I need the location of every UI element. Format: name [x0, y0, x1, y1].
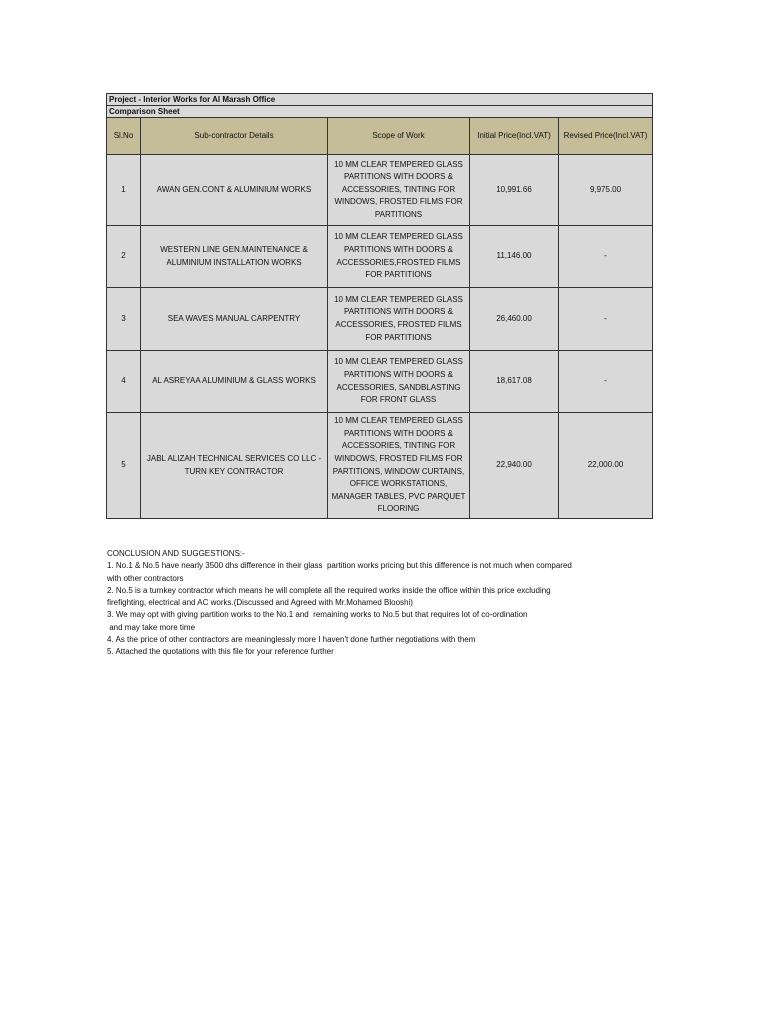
note-line: 1. No.1 & No.5 have nearly 3500 dhs difference in their glass partition works pricing but this difference is not much when compared: [107, 561, 572, 571]
cell-scope: 10 MM CLEAR TEMPERED GLASS PARTITIONS WITH DOORS & ACCESSORIES, TINTING FOR WINDOWS, FROSTED FILMS FOR PARTITIONS, WINDOW CURTAINS, OFFICE WORKSTATIONS, MANAGER TABLES, PVC PARQUET FLOORING: [328, 413, 470, 519]
note-line: 5. Attached the quotations with this file for your reference further: [107, 647, 334, 657]
table-row: [107, 155, 653, 226]
cell-scope: 10 MM CLEAR TEMPERED GLASS PARTITIONS WITH DOORS & ACCESSORIES,FROSTED FILMS FOR PARTITIONS: [328, 226, 470, 288]
table-row: [107, 351, 653, 413]
sheet-name: Comparison Sheet: [107, 106, 653, 118]
table-row: [107, 288, 653, 351]
cell-initial-price: 18,617.08: [470, 351, 559, 413]
cell-revised-price: 22,000.00: [559, 413, 653, 519]
cell-sl-no: 1: [107, 155, 141, 226]
cell-scope: 10 MM CLEAR TEMPERED GLASS PARTITIONS WITH DOORS & ACCESSORIES, FROSTED FILMS FOR PARTITIONS: [328, 288, 470, 351]
col-header-scope: Scope of Work: [328, 118, 470, 155]
cell-subcontractor: WESTERN LINE GEN.MAINTENANCE & ALUMINIUM INSTALLATION WORKS: [141, 226, 328, 288]
col-header-revised-price: Revised Price(Incl.VAT): [559, 118, 653, 155]
cell-sl-no: 4: [107, 351, 141, 413]
cell-subcontractor: AL ASREYAA ALUMINIUM & GLASS WORKS: [141, 351, 328, 413]
cell-subcontractor: AWAN GEN.CONT & ALUMINIUM WORKS: [141, 155, 328, 226]
cell-scope: 10 MM CLEAR TEMPERED GLASS PARTITIONS WITH DOORS & ACCESSORIES, TINTING FOR WINDOWS, FROSTED FILMS FOR PARTITIONS: [328, 155, 470, 226]
note-line: 2. No.5 is a turnkey contractor which means he will complete all the required works inside the office within this price excluding: [107, 585, 551, 595]
cell-subcontractor: JABL ALIZAH TECHNICAL SERVICES CO LLC - TURN KEY CONTRACTOR: [141, 413, 328, 519]
note-line: with other contractors: [107, 573, 184, 583]
note-line: 3. We may opt with giving partition works to the No.1 and remaining works to No.5 but that requires lot of co-ordination: [107, 610, 528, 620]
cell-initial-price: 22,940.00: [470, 413, 559, 519]
cell-revised-price: -: [559, 226, 653, 288]
cell-scope: 10 MM CLEAR TEMPERED GLASS PARTITIONS WITH DOORS & ACCESSORIES, SANDBLASTING FOR FRONT GLASS: [328, 351, 470, 413]
project-title: Project - Interior Works for Al Marash Office: [107, 94, 653, 106]
conclusion-notes: [107, 548, 647, 659]
cell-revised-price: -: [559, 351, 653, 413]
cell-initial-price: 11,146.00: [470, 226, 559, 288]
cell-sl-no: 5: [107, 413, 141, 519]
cell-initial-price: 26,460.00: [470, 288, 559, 351]
table-row: [107, 226, 653, 288]
notes-heading: CONCLUSION AND SUGGESTIONS:-: [107, 549, 245, 558]
note-line: firefighting, electrical and AC works.(Discussed and Agreed with Mr.Mohamed Blooshi): [107, 598, 413, 608]
col-header-sl-no: Sl.No: [107, 118, 141, 155]
comparison-table: [106, 93, 653, 519]
table-row: [107, 413, 653, 519]
cell-sl-no: 2: [107, 226, 141, 288]
cell-revised-price: 9,975.00: [559, 155, 653, 226]
note-line: 4. As the price of other contractors are meaninglessly more I haven't done further negotiations with them: [107, 635, 476, 645]
col-header-subcontractor: Sub-contractor Details: [141, 118, 328, 155]
cell-initial-price: 10,991.66: [470, 155, 559, 226]
cell-revised-price: -: [559, 288, 653, 351]
cell-sl-no: 3: [107, 288, 141, 351]
cell-subcontractor: SEA WAVES MANUAL CARPENTRY: [141, 288, 328, 351]
note-line: and may take more time: [107, 622, 196, 632]
col-header-initial-price: Initial Price(Incl.VAT): [470, 118, 559, 155]
